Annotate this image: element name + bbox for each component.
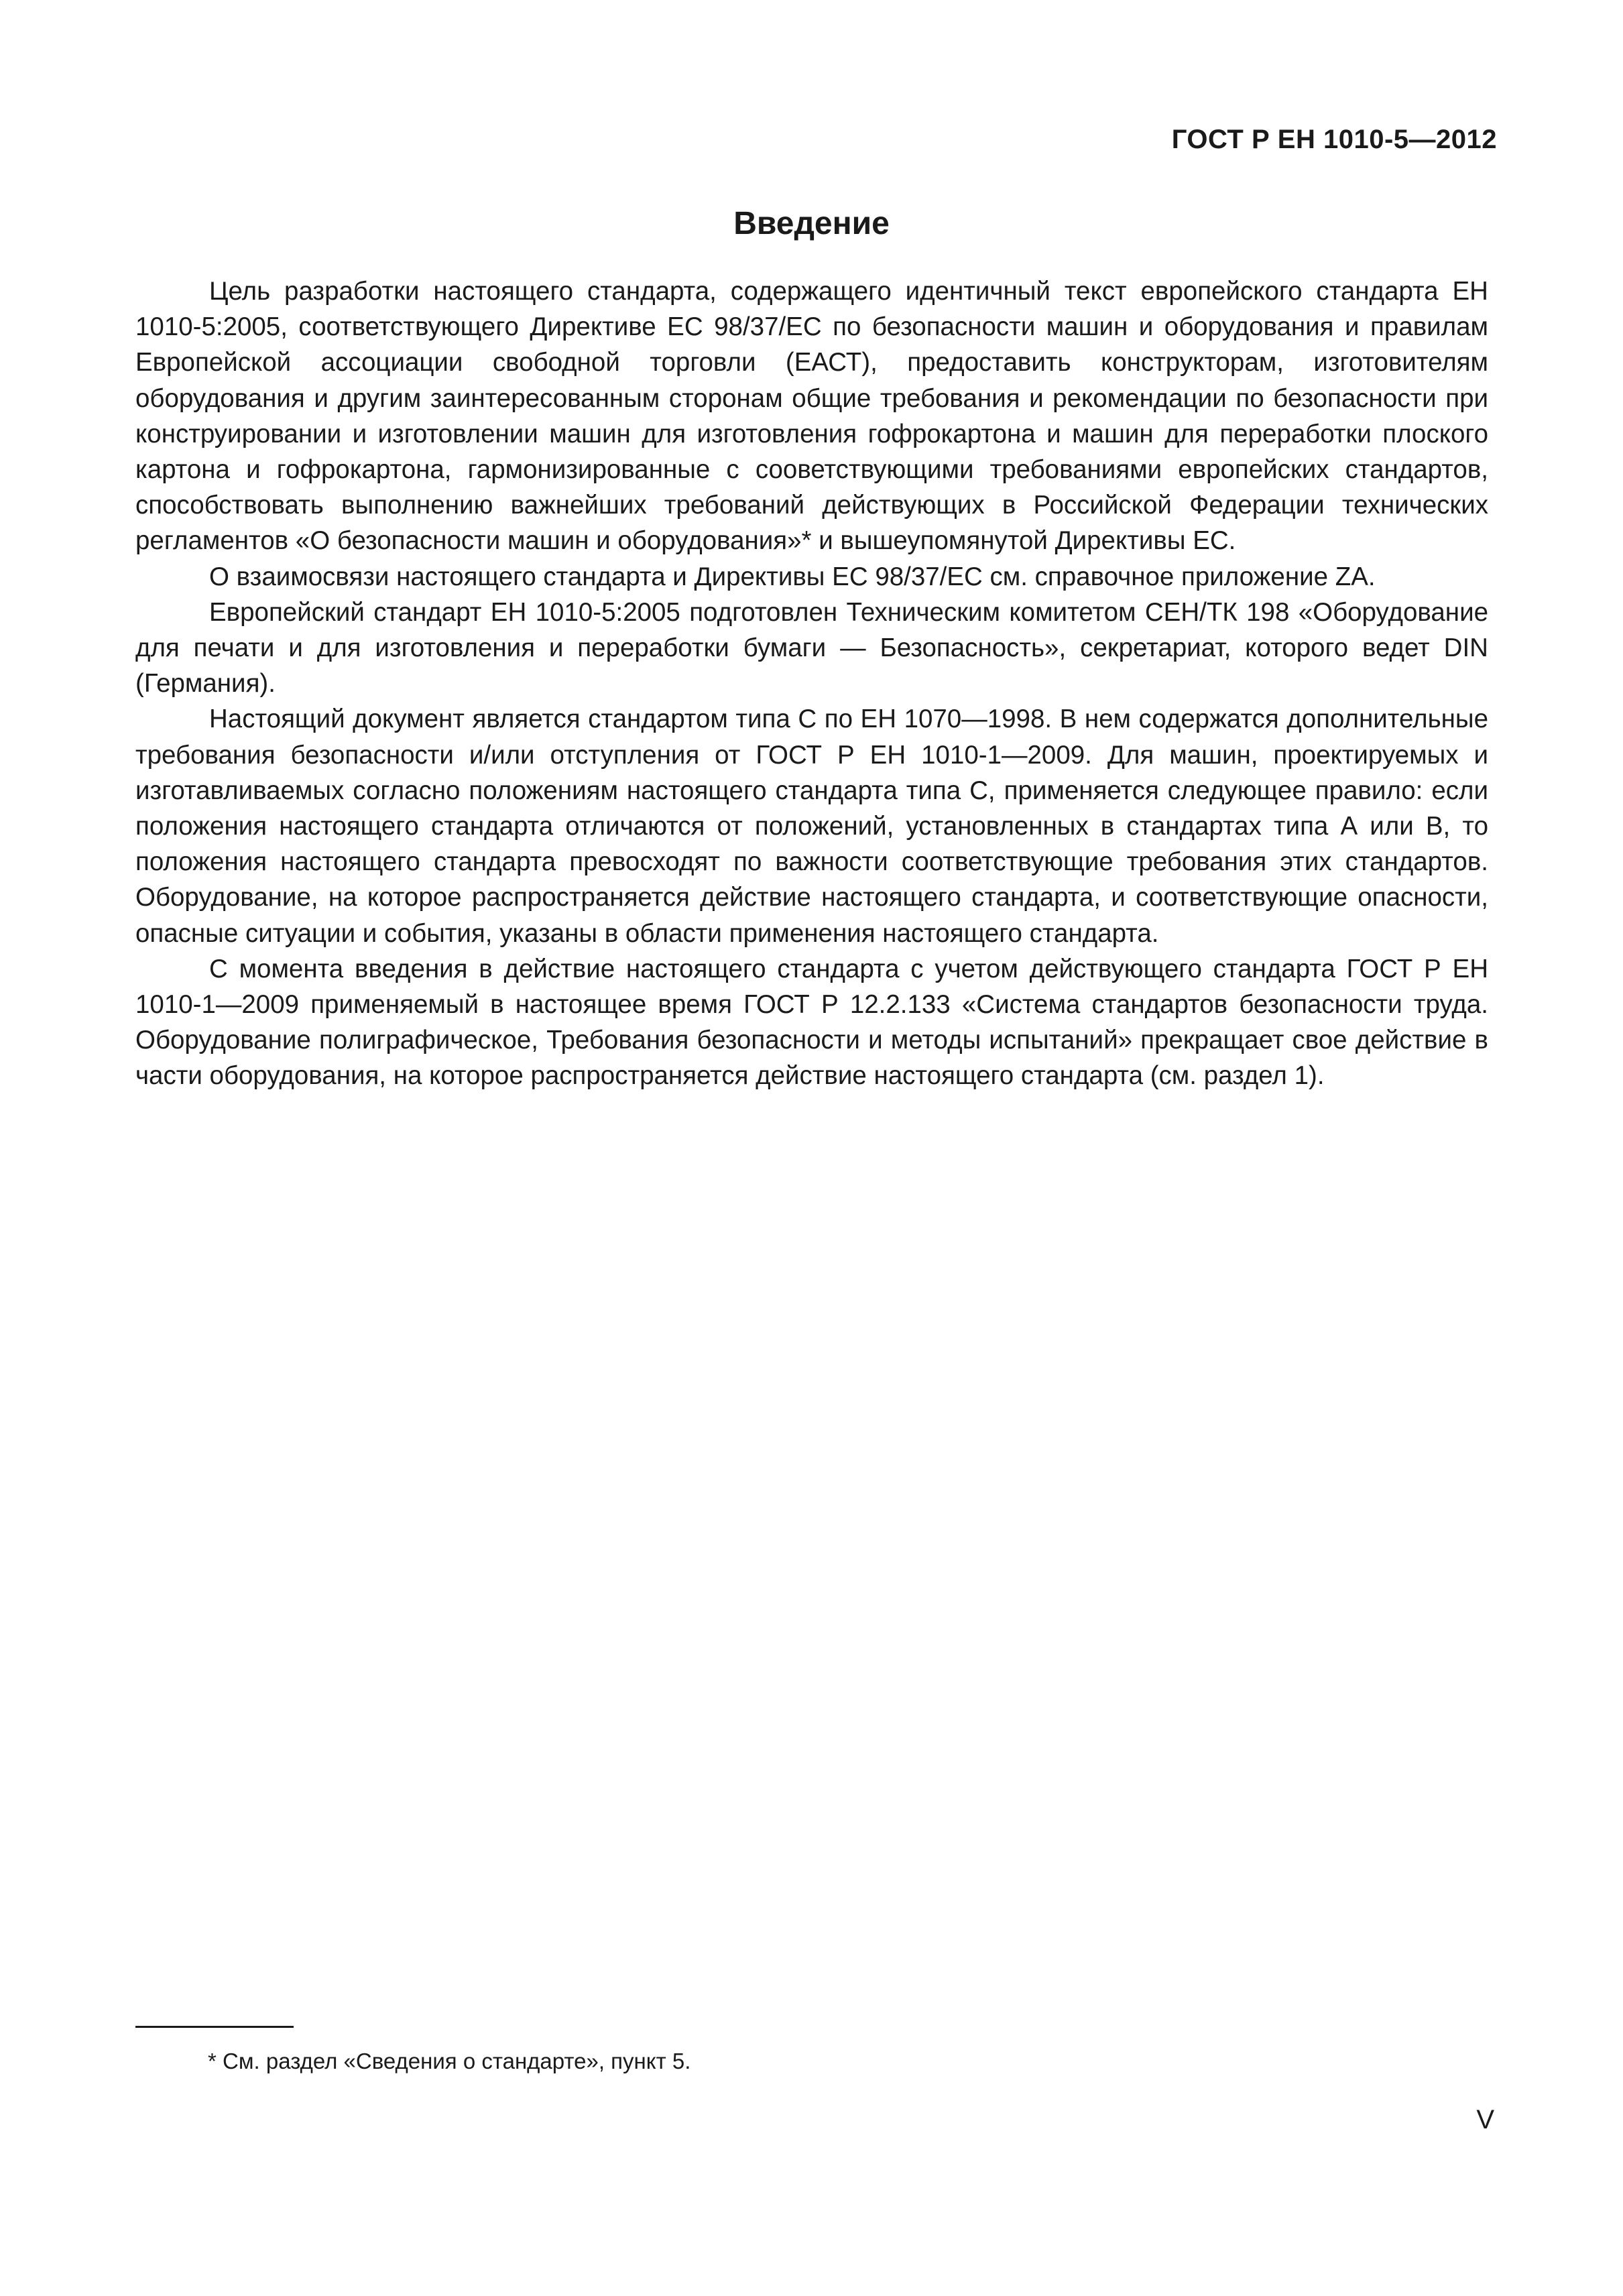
- paragraph-purpose: Цель разработки настоящего стандарта, содержащего идентичный текст европейского стандарта ЕН 1010-5:2005, соответствующего Директиве ЕС 98/37/ЕС по безопасности машин и оборудования и правилам Европейской ассоциации свободной торговли (ЕАСТ), предоставить конструкторам, изготовителям оборудования и другим заинтересованным сторонам общие требования и рекомендации по безопасности при конструировании и изготовлении машин для изготовления гофрокартона и машин для переработки плоского картона и гофрокартона, гармонизированные с сооветствующими требованиями европейских стандартов, способствовать выполнению важнейших требований действующих в Российской Федерации технических регламентов «О безопасности машин и оборудования»* и вышеупомянутой Директивы ЕС.: [135, 277, 1488, 556]
- paragraph-committee: Европейский стандарт ЕН 1010-5:2005 подготовлен Техническим комитетом СЕН/ТК 198 «Оборудование для печати и для изготовления и переработки бумаги — Безопасность», секретариат, которого ведет DIN (Германия).: [135, 597, 1488, 699]
- section-title: Введение: [733, 206, 890, 241]
- footnote-divider: [135, 2026, 294, 2028]
- document-code: ГОСТ Р ЕН 1010-5—2012: [1171, 125, 1497, 154]
- paragraph-effective-date: С момента введения в действие настоящего стандарта с учетом действующего стандарта ГОСТ Р ЕН 1010-1—2009 применяемый в настоящее время ГОСТ Р 12.2.133 «Система стандартов безопасности труда. Оборудование полиграфическое, Требования безопасности и методы испытаний» прекращает свое действие в части оборудования, на которое распространяется действие настоящего стандарта (см. раздел 1).: [135, 954, 1488, 1091]
- footnote: * См. раздел «Сведения о стандарте», пункт 5.: [208, 2049, 691, 2073]
- paragraph-directive-relation: О взаимосвязи настоящего стандарта и Директивы ЕС 98/37/ЕС см. справочное приложение ZA.: [209, 562, 1376, 591]
- page-number: V: [1476, 2105, 1494, 2134]
- body-text: [135, 274, 1488, 1094]
- paragraph-standard-type: Настоящий документ является стандартом типа С по ЕН 1070—1998. В нем содержатся дополнительные требования безопасности и/или отступления от ГОСТ Р ЕН 1010-1—2009. Для машин, проектируемых и изготавливаемых согласно положениям настоящего стандарта типа С, применяется следующее правило: если положения настоящего стандарта отличаются от положений, установленных в стандартах типа А или В, то положения настоящего стандарта превосходят по важности соответствующие требования этих стандартов. Оборудование, на которое распространяется действие настоящего стандарта, и соответствующие опасности, опасные ситуации и события, указаны в области применения настоящего стандарта.: [135, 705, 1488, 948]
